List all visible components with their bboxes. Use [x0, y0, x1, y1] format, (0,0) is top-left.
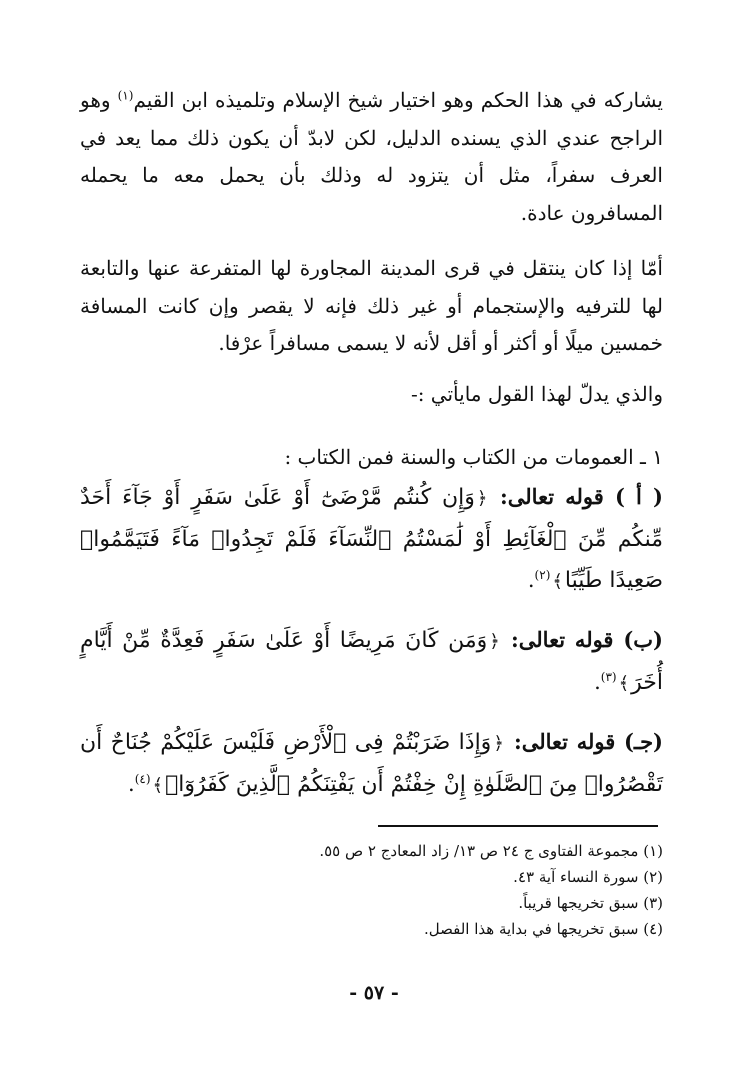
verse-c-label: (جـ) قوله تعالى:	[513, 729, 663, 754]
footnotes	[200, 838, 663, 942]
close-bracket: ﴾	[552, 571, 563, 592]
footnote-item: (٣) سبق تخريجها قريباً.	[518, 894, 663, 912]
verse-c-text: وَإِذَا ضَرَبْتُمْ فِى ٱلْأَرْضِ فَلَيْسَ عَلَيْكُمْ جُنَاحٌ أَن تَقْصُرُوا۟ مِنَ ٱلصَّلَوٰةِ إِنْ خِفْتُمْ أَن يَفْتِنَكُمُ ٱلَّذِينَ كَفَرُوٓا۟	[80, 730, 663, 797]
verse-a-label: ( أ ) قوله تعالى:	[500, 484, 663, 509]
footnote-item: (٤) سبق تخريجها في بداية هذا الفصل.	[424, 920, 663, 938]
verse-b: (ب) قوله تعالى: ﴿وَمَن كَانَ مَرِيضًا أَوْ عَلَىٰ سَفَرٍ فَعِدَّةٌ مِّنْ أَيَّامٍ أُخَرَ﴾$^{(٣)}$.	[80, 627, 663, 695]
footnote-ref-1: (١)	[117, 88, 134, 103]
footnote-item: (٢) سورة النساء آية ٤٣.	[513, 868, 663, 886]
verse-b-label: (ب) قوله تعالى:	[511, 627, 663, 652]
intro-text: يشاركه في هذا الحكم وهو اختيار شيخ الإسلام وتلميذه ابن القيم	[133, 88, 663, 112]
section-heading: ١ ـ العمومات من الكتاب والسنة فمن الكتاب :	[284, 445, 663, 469]
intro-paragraph	[80, 82, 663, 232]
intro-continuation: وهو الراجح عندي الذي يسنده الدليل، لكن لابدّ أن يكون ذلك مما يعد في العرف سفراً، مثل أن يتزود له وذلك بأن يحمل معه ما يحمله المسافرون عادة.	[80, 88, 663, 225]
close-bracket: ﴾	[152, 775, 164, 796]
open-bracket: ﴿	[489, 631, 500, 652]
footnote-item: (١) مجموعة الفتاوى ج ٢٤ ص ١٣/ زاد المعادج ٢ ص ٥٥.	[319, 842, 663, 860]
open-bracket: ﴿	[493, 733, 504, 754]
footnote-ref-4: (٤)	[134, 772, 151, 786]
page-number: - ٥٧ -	[349, 982, 399, 1004]
paragraph-2: أمّا إذا كان ينتقل في قرى المدينة المجاورة لها المتفرعة عنها والتابعة لها للترفيه والإستجمام أو غير ذلك فإنه لا يقصر وإن كانت المسافة خمسين ميلًا أو أكثر أو أقل لأنه لا يسمى مسافراً عرْفا.	[80, 256, 663, 355]
close-bracket: ﴾	[618, 673, 630, 694]
open-bracket: ﴿	[476, 488, 488, 509]
verse-b-text: وَمَن كَانَ مَرِيضًا أَوْ عَلَىٰ سَفَرٍ فَعِدَّةٌ مِّنْ أَيَّامٍ أُخَرَ	[80, 628, 663, 695]
verse-a-text: وَإِن كُنتُم مَّرْضَىٰٓ أَوْ عَلَىٰ سَفَرٍ أَوْ جَآءَ أَحَدٌ مِّنكُم مِّنَ ٱلْغَآئِطِ أَوْ لَٰمَسْتُمُ ٱلنِّسَآءَ فَلَمْ تَجِدُوا۟ مَآءً فَتَيَمَّمُوا۟ صَعِيدًا طَيِّبًا	[80, 485, 663, 593]
footnote-ref-2: (٢)	[534, 568, 551, 582]
verse-c: (جـ) قوله تعالى: ﴿وَإِذَا ضَرَبْتُمْ فِى ٱلْأَرْضِ فَلَيْسَ عَلَيْكُمْ جُنَاحٌ أَن تَقْصُرُوا۟ مِنَ ٱلصَّلَوٰةِ إِنْ خِفْتُمْ أَن يَفْتِنَكُمُ ٱلَّذِينَ كَفَرُوٓا۟﴾$^{(٤)}$.	[80, 729, 663, 797]
verse-a: ( أ ) قوله تعالى: ﴿وَإِن كُنتُم مَّرْضَىٰٓ أَوْ عَلَىٰ سَفَرٍ أَوْ جَآءَ أَحَدٌ مِّنكُم مِّنَ ٱلْغَآئِطِ أَوْ لَٰمَسْتُمُ ٱلنِّسَآءَ فَلَمْ تَجِدُوا۟ مَآءً فَتَيَمَّمُوا۟ صَعِيدًا طَيِّبًا﴾$^{(٢)}$.	[80, 484, 663, 593]
footnote-divider	[378, 825, 658, 827]
footnote-ref-3: (٣)	[600, 670, 617, 684]
paragraph-3: والذي يدلّ لهذا القول مايأتي :-	[410, 382, 663, 406]
